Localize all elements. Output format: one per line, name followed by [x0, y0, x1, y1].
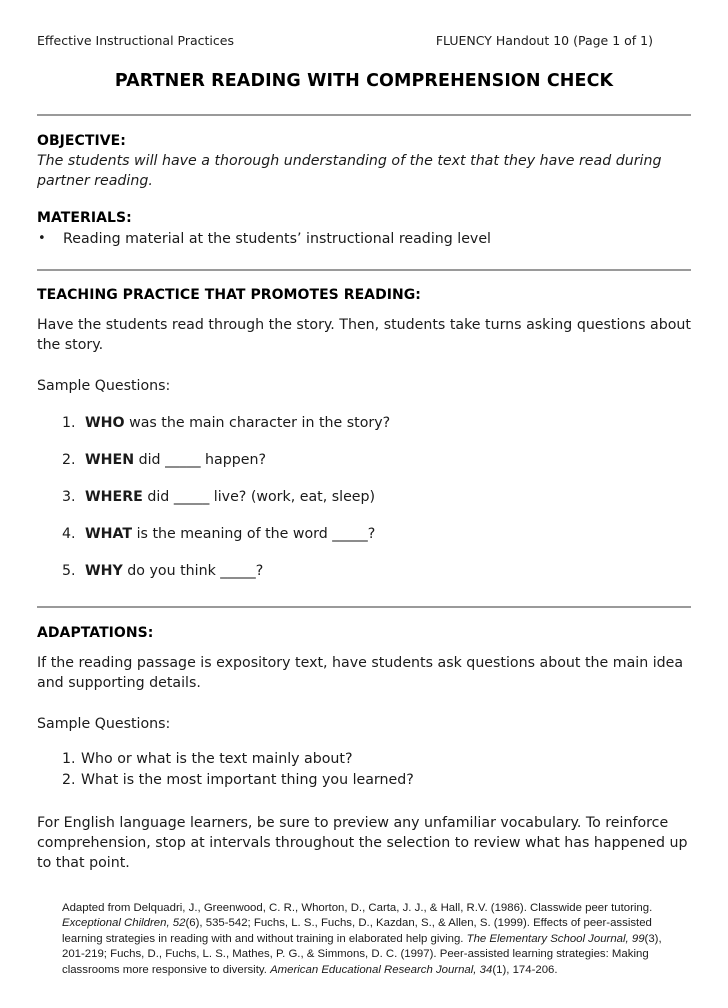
- teaching-practice-text: Have the students read through the story. Then, students take turns asking questions about the story.: [37, 317, 691, 353]
- list-item: [37, 487, 691, 507]
- running-head: [37, 0, 691, 49]
- question-keyword: WHAT: [85, 526, 133, 542]
- citation-journal-3: American Educational Research Journal, 34: [270, 963, 493, 976]
- question-keyword: WHERE: [85, 489, 143, 505]
- running-head-right: FLUENCY Handout 10 (Page 1 of 1): [435, 33, 653, 48]
- adaptations-sample-questions-label: Sample Questions:: [37, 716, 171, 732]
- question-text: is the meaning of the word _____?: [132, 526, 376, 542]
- divider-1: [37, 114, 691, 116]
- divider-3: [37, 606, 691, 608]
- citation-part-3: (3), 201-219; Fuchs, D., Fuchs, L. S., Mathes, P. G., & Simmons, D. C. (1997). Peer-assisted learning strategies: Making classrooms more responsive to diversity.: [62, 932, 662, 976]
- adaptations-question-list: [37, 749, 691, 790]
- list-item-number: 2.: [62, 452, 76, 468]
- citation-journal-2: The Elementary School Journal, 99: [466, 932, 645, 945]
- objective-heading: OBJECTIVE:: [37, 133, 126, 149]
- bullet-icon: •: [38, 231, 46, 246]
- list-item-number: 1.: [62, 415, 76, 431]
- teaching-practice-section: [37, 287, 691, 581]
- list-item: [37, 229, 691, 249]
- question-keyword: WHO: [85, 415, 125, 431]
- list-item: [37, 770, 691, 791]
- list-item-number: 2.: [62, 771, 76, 788]
- question-text: What is the most important thing you learned?: [81, 771, 414, 788]
- list-item: [37, 450, 691, 470]
- teaching-sample-questions-label: Sample Questions:: [37, 378, 171, 394]
- adaptations-text: If the reading passage is expository text, have students ask questions about the main idea and supporting details.: [37, 655, 684, 691]
- question-text: did _____ live? (work, eat, sleep): [142, 489, 376, 505]
- materials-section: [37, 210, 691, 249]
- list-item-number: 3.: [62, 489, 76, 505]
- materials-heading: MATERIALS:: [37, 210, 132, 226]
- question-keyword: WHEN: [85, 452, 135, 468]
- citation-part-2: (6), 535-542; Fuchs, L. S., Fuchs, D., Kazdan, S., & Allen, S. (1999). Effects of peer-assisted learning strategies in reading with and without training in elaborated help giving.: [62, 917, 652, 945]
- list-item: [37, 561, 691, 581]
- citation-part-1: Adapted from Delquadri, J., Greenwood, C. R., Whorton, D., Carta, J. J., & Hall, R.V. (1986). Classwide peer tutoring.: [62, 902, 653, 914]
- materials-item-label: Reading material at the students’ instructional reading level: [63, 231, 492, 247]
- citation-part-4: (1), 174-206.: [492, 963, 558, 976]
- list-item-number: 4.: [62, 526, 76, 542]
- list-item-number: 1.: [62, 751, 76, 767]
- teaching-question-list: [37, 413, 691, 581]
- divider-2: [37, 269, 691, 271]
- question-text: was the main character in the story?: [124, 415, 391, 431]
- question-text: do you think _____?: [122, 563, 264, 579]
- running-head-left: Effective Instructional Practices: [37, 33, 234, 48]
- objective-section: [37, 133, 691, 191]
- list-item: [37, 413, 691, 433]
- materials-list: [37, 229, 691, 249]
- question-text: Who or what is the text mainly about?: [81, 751, 353, 767]
- question-keyword: WHY: [85, 563, 123, 579]
- citation-journal-1: Exceptional Children, 52: [62, 917, 186, 930]
- objective-text: The students will have a thorough understanding of the text that they have read during partner reading.: [37, 153, 662, 189]
- question-text: did _____ happen?: [134, 452, 266, 468]
- page-title: PARTNER READING WITH COMPREHENSION CHECK: [114, 71, 614, 91]
- list-item-number: 5.: [62, 563, 76, 579]
- list-item: [37, 749, 691, 770]
- source-citation: [62, 901, 680, 978]
- teaching-practice-heading: TEACHING PRACTICE THAT PROMOTES READING:: [37, 287, 421, 303]
- adaptations-heading: ADAPTATIONS:: [37, 625, 154, 641]
- ell-note-text: For English language learners, be sure to preview any unfamiliar vocabulary. To reinforce comprehension, stop at intervals throughout the selection to review what has happened up to that point.: [37, 815, 688, 871]
- list-item: [37, 524, 691, 544]
- adaptations-section: [37, 625, 691, 873]
